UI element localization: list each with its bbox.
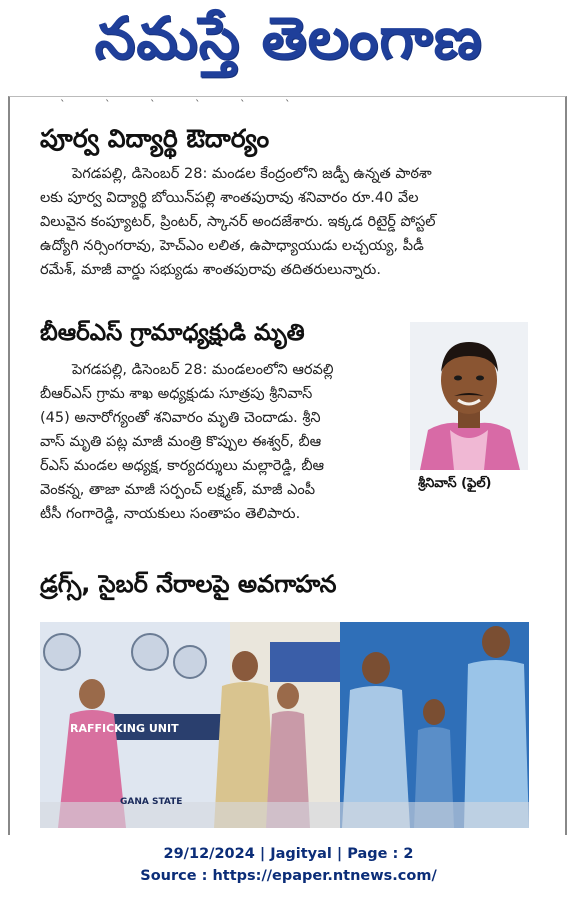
article1-line: లకు పూర్వ విద్యార్థి బోయిన్‌పల్లి శాంతపురావు శనివారం రూ.40 వేల [40, 190, 419, 206]
article2-line: వాస్ మృతి పట్ల మాజీ మంత్రి కొప్పుల ఈశ్వర్, బీఆ [40, 434, 322, 450]
article1-line: విలువైన కంప్యూటర్, ప్రింటర్, స్కానర్ అందజేశారు. ఇక్కడ రిటైర్డ్ పోస్టల్ [40, 214, 436, 230]
article2-headline: బీఆర్ఎస్ గ్రామాధ్యక్షుడి మృతి [40, 320, 305, 346]
article1-line: ఉద్యోగి నర్సింగరావు, హెచ్ఎం లలిత, ఉపాధ్యాయుడు లచ్చయ్య, పీడీ [40, 238, 424, 254]
masthead [0, 0, 577, 90]
article2-line: ర్ఎస్ మండల అధ్యక్ష, కార్యదర్శులు మల్లారెడ్డి, బీఆ [40, 458, 325, 474]
footer-source-link[interactable]: Source : https://epaper.ntnews.com/ [140, 868, 437, 884]
article2-line: పెగడపల్లి, డిసెంబర్ 28: మండలంలోని ఆరవల్లి [72, 362, 334, 378]
banner-subtext: GANA STATE [120, 797, 183, 807]
article1-headline: పూర్వ విద్యార్థి ఔదార్యం [40, 124, 270, 153]
cut-off-text-fragment: ` ` ` ` ` ` [60, 98, 309, 111]
newspaper-title: నమస్తే తెలంగాణ [94, 3, 483, 72]
portrait-photo [410, 322, 528, 470]
portrait-illustration [410, 322, 528, 470]
footer-date-edition: 29/12/2024 | Jagityal | Page : 2 [163, 846, 414, 862]
article1-line: రమేశ్, మాజీ వార్డు సభ్యుడు శాంతపురావు తదితరులున్నారు. [40, 262, 381, 278]
article2-line: బీఆర్ఎస్ గ్రామ శాఖ అధ్యక్షుడు సూత్రపు శ్రీనివాస్ [40, 386, 313, 402]
event-photo [40, 622, 529, 828]
article1-line: పెగడపల్లి, డిసెంబర్ 28: మండల కేంద్రంలోని జడ్పీ ఉన్నత పాఠశా [72, 166, 432, 182]
portrait-caption: శ్రీనివాస్ (ఫైల్) [418, 476, 492, 491]
article2-line: వెంకన్న, తాజా మాజీ సర్పంచ్ లక్ష్మణ్, మాజీ ఎంపీ [40, 482, 316, 498]
event-illustration [40, 622, 529, 828]
article2-line: టీసీ గంగారెడ్డి, నాయకులు సంతాపం తెలిపారు. [40, 506, 301, 522]
article2-line: (45) అనారోగ్యంతో శనివారం మృతి చెందాడు. శ్రీని [40, 410, 321, 426]
banner-text: RAFFICKING UNIT [70, 722, 179, 735]
article3-headline: డ్రగ్స్, సైబర్ నేరాలపై అవగాహన [40, 570, 337, 598]
